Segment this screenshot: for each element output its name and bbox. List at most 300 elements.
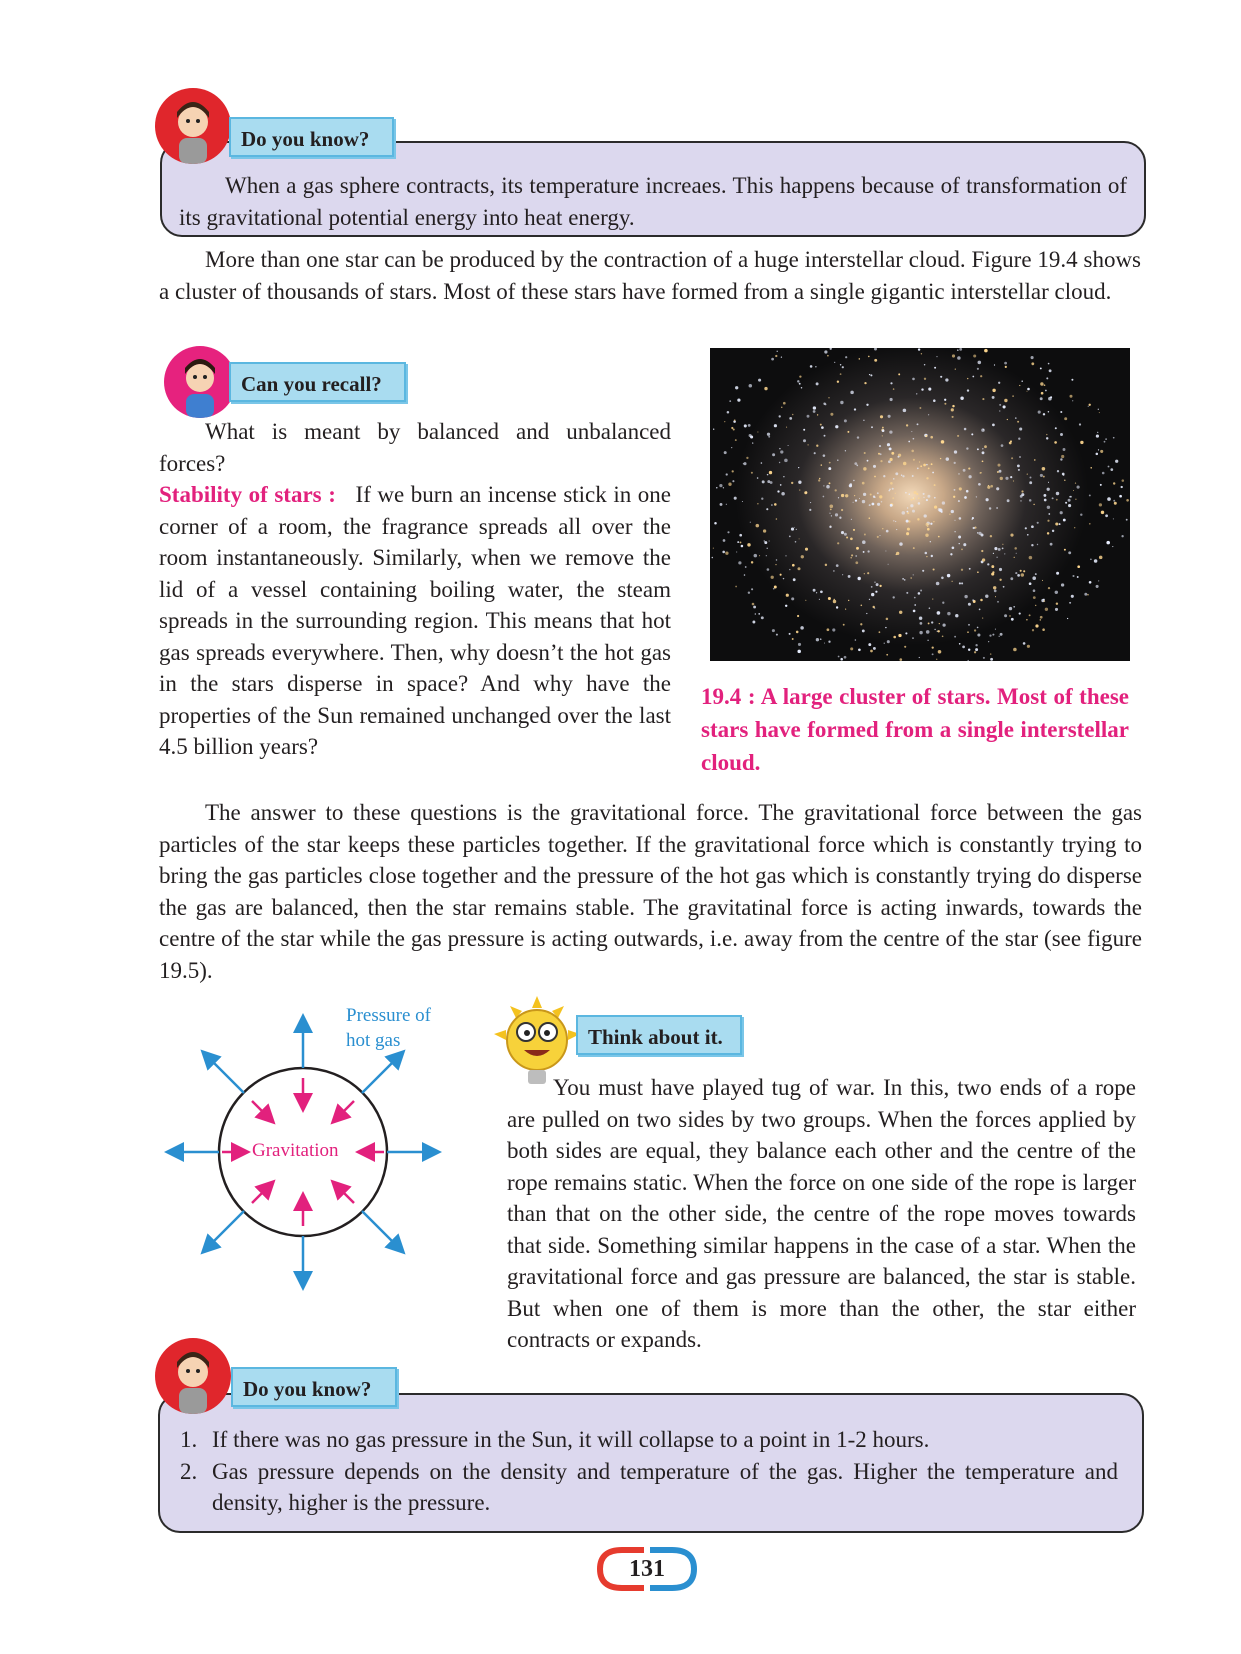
star-dot: [821, 426, 824, 429]
star-dot: [858, 577, 861, 580]
star-dot: [907, 507, 908, 508]
star-dot: [1029, 614, 1031, 616]
star-dot: [793, 578, 796, 581]
star-dot: [977, 532, 978, 533]
star-dot: [716, 487, 717, 488]
star-dot: [896, 529, 897, 530]
star-dot: [882, 427, 884, 429]
star-dot: [932, 646, 934, 648]
star-dot: [918, 502, 921, 505]
star-dot: [1040, 367, 1042, 369]
star-dot: [994, 364, 995, 365]
star-dot: [829, 526, 831, 528]
star-dot: [883, 475, 885, 477]
star-dot: [874, 476, 876, 478]
star-dot: [913, 574, 914, 575]
star-dot: [941, 577, 944, 580]
star-dot: [954, 520, 955, 521]
star-dot: [968, 603, 971, 606]
star-dot: [1032, 629, 1034, 631]
star-dot: [1037, 544, 1038, 545]
star-dot: [902, 475, 904, 477]
star-dot: [934, 629, 935, 630]
star-dot: [712, 557, 714, 559]
star-dot: [1080, 513, 1082, 515]
star-dot: [978, 483, 981, 486]
star-dot: [750, 522, 751, 523]
star-dot: [1007, 499, 1010, 502]
star-dot: [987, 486, 990, 489]
star-dot: [921, 388, 923, 390]
star-dot: [878, 453, 880, 455]
star-dot: [837, 459, 838, 460]
star-dot: [880, 453, 882, 455]
star-dot: [1045, 608, 1048, 611]
star-dot: [833, 570, 834, 571]
star-dot: [968, 475, 971, 478]
star-dot: [1005, 366, 1007, 368]
star-dot: [862, 629, 865, 632]
star-dot: [862, 482, 865, 485]
star-dot: [934, 497, 936, 499]
star-dot: [997, 471, 999, 473]
star-dot: [937, 611, 941, 615]
star-dot: [749, 384, 753, 388]
star-dot: [932, 472, 934, 474]
star-dot: [737, 398, 740, 401]
star-dot: [972, 599, 974, 601]
star-dot: [947, 612, 950, 615]
star-dot: [1019, 613, 1021, 615]
star-dot: [992, 389, 995, 392]
star-dot: [913, 497, 914, 498]
star-dot: [789, 536, 791, 538]
star-dot: [1108, 466, 1110, 468]
star-dot: [857, 436, 859, 438]
star-dot: [777, 351, 778, 352]
star-dot: [840, 658, 843, 661]
star-dot: [791, 482, 793, 484]
star-dot: [1004, 614, 1007, 617]
star-dot: [1113, 500, 1115, 502]
star-dot: [933, 399, 936, 402]
star-dot: [980, 375, 982, 377]
star-dot: [996, 487, 999, 490]
star-dot: [998, 636, 999, 637]
star-dot: [722, 551, 725, 554]
star-dot: [1019, 427, 1022, 430]
star-dot: [1050, 543, 1053, 546]
star-dot: [997, 601, 999, 603]
star-dot: [1000, 477, 1003, 480]
star-dot: [1034, 459, 1035, 460]
star-dot: [1094, 559, 1098, 563]
star-dot: [837, 381, 839, 383]
star-dot: [1019, 385, 1020, 386]
star-dot: [807, 444, 808, 445]
star-dot: [1031, 356, 1034, 359]
star-dot: [799, 490, 800, 491]
star-dot: [1037, 522, 1039, 524]
star-dot: [746, 457, 748, 459]
star-dot: [912, 510, 915, 513]
star-dot: [1025, 527, 1027, 529]
star-dot: [1021, 490, 1023, 492]
star-dot: [972, 376, 974, 378]
star-dot: [1096, 585, 1099, 588]
star-dot: [1013, 648, 1017, 652]
star-dot: [768, 436, 770, 438]
star-dot: [1102, 472, 1105, 475]
star-dot: [1077, 565, 1080, 568]
star-dot: [906, 520, 909, 523]
star-dot: [887, 640, 890, 643]
star-dot: [1088, 406, 1089, 407]
star-dot: [906, 592, 908, 594]
star-dot: [847, 431, 849, 433]
star-dot: [903, 462, 907, 466]
star-dot: [734, 497, 737, 500]
star-dot: [1011, 457, 1013, 459]
star-dot: [849, 484, 852, 487]
star-dot: [919, 461, 920, 462]
star-dot: [891, 452, 894, 455]
star-dot: [874, 359, 877, 362]
star-dot: [1106, 541, 1110, 545]
star-dot: [990, 485, 993, 488]
star-dot: [913, 547, 915, 549]
star-dot: [835, 513, 838, 516]
star-dot: [893, 520, 894, 521]
star-dot: [1029, 556, 1033, 560]
star-dot: [774, 424, 777, 427]
star-dot: [830, 413, 833, 416]
star-dot: [985, 594, 988, 597]
star-dot: [1026, 391, 1027, 392]
star-dot: [936, 356, 937, 357]
star-dot: [844, 533, 847, 536]
girl-avatar-icon: [155, 88, 231, 164]
star-dot: [1060, 433, 1063, 436]
do-you-know-list: [180, 1424, 1118, 1519]
star-dot: [744, 424, 747, 427]
star-dot: [1009, 442, 1012, 445]
star-dot: [1114, 502, 1117, 505]
star-dot: [873, 647, 876, 650]
star-dot: [959, 517, 962, 520]
star-dot: [1047, 532, 1049, 534]
star-dot: [830, 509, 832, 511]
star-dot: [968, 624, 970, 626]
star-dot: [749, 434, 752, 437]
star-dot: [758, 379, 761, 382]
star-dot: [1060, 458, 1062, 460]
star-dot: [890, 458, 893, 461]
star-dot: [951, 510, 954, 513]
star-dot: [942, 501, 945, 504]
star-dot: [926, 630, 930, 634]
star-dot: [1096, 453, 1099, 456]
star-dot: [864, 382, 866, 384]
star-dot: [1032, 576, 1036, 580]
star-dot: [771, 504, 773, 506]
star-dot: [963, 543, 966, 546]
star-dot: [829, 513, 830, 514]
star-dot: [947, 574, 950, 577]
star-dot: [961, 582, 963, 584]
star-dot: [871, 426, 873, 428]
star-dot: [723, 487, 724, 488]
star-dot: [840, 401, 843, 404]
star-dot: [789, 633, 791, 635]
star-dot: [841, 531, 844, 534]
star-dot: [1065, 502, 1067, 504]
star-dot: [783, 578, 784, 579]
star-dot: [774, 586, 777, 589]
star-dot: [1015, 572, 1017, 574]
star-dot: [895, 472, 898, 475]
star-dot: [777, 490, 779, 492]
star-dot: [982, 618, 983, 619]
star-dot: [731, 447, 732, 448]
star-dot: [829, 462, 831, 464]
star-dot: [825, 564, 827, 566]
star-dot: [835, 489, 837, 491]
star-dot: [999, 410, 1000, 411]
star-dot: [853, 529, 855, 531]
star-dot: [838, 497, 839, 498]
star-dot: [1057, 470, 1059, 472]
star-dot: [834, 599, 835, 600]
star-dot: [974, 629, 976, 631]
star-dot: [766, 508, 768, 510]
star-dot: [803, 429, 805, 431]
star-dot: [998, 548, 1001, 551]
star-dot: [981, 550, 983, 552]
girl-avatar-icon: [155, 1338, 231, 1414]
star-dot: [1048, 397, 1052, 401]
star-dot: [844, 419, 847, 422]
star-dot: [786, 594, 789, 597]
star-dot: [767, 548, 768, 549]
star-dot: [1126, 499, 1129, 502]
star-dot: [1098, 409, 1099, 410]
star-dot: [890, 504, 893, 507]
star-dot: [729, 400, 731, 402]
star-dot: [764, 541, 767, 544]
star-dot: [1031, 544, 1033, 546]
star-dot: [816, 638, 819, 641]
star-dot: [828, 597, 831, 600]
star-dot: [1060, 511, 1063, 514]
star-dot: [779, 448, 781, 450]
star-dot: [863, 493, 866, 496]
star-dot: [1064, 417, 1067, 420]
star-dot: [899, 542, 902, 545]
star-dot: [1043, 476, 1045, 478]
star-dot: [1077, 486, 1080, 489]
star-dot: [763, 529, 766, 532]
star-dot: [863, 467, 866, 470]
star-dot: [952, 546, 955, 549]
star-dot: [810, 365, 813, 368]
star-dot: [882, 429, 885, 432]
star-dot: [919, 657, 920, 658]
star-dot: [781, 407, 782, 408]
star-dot: [1035, 624, 1038, 627]
star-dot: [879, 535, 880, 536]
star-dot: [952, 354, 955, 357]
star-dot: [899, 611, 902, 614]
star-dot: [1055, 522, 1058, 525]
star-dot: [785, 555, 786, 556]
star-dot: [1054, 441, 1057, 444]
star-dot: [792, 564, 795, 567]
star-dot: [780, 484, 782, 486]
star-dot: [987, 563, 989, 565]
star-dot: [728, 483, 731, 486]
star-dot: [869, 599, 870, 600]
star-dot: [797, 615, 799, 617]
star-dot: [893, 388, 895, 390]
do-you-know-label-1: Do you know?: [229, 117, 394, 157]
star-dot: [1040, 397, 1043, 400]
star-dot: [911, 431, 912, 432]
star-dot: [869, 374, 870, 375]
star-dot: [879, 585, 881, 587]
star-dot: [920, 622, 923, 625]
star-dot: [1041, 392, 1044, 395]
star-dot: [1073, 490, 1074, 491]
star-dot: [1042, 580, 1043, 581]
star-dot: [955, 368, 956, 369]
star-dot: [993, 586, 996, 589]
star-dot: [784, 459, 788, 463]
star-dot: [753, 606, 756, 609]
star-dot: [823, 496, 825, 498]
star-dot: [771, 358, 774, 361]
star-dot: [854, 462, 857, 465]
star-dot: [1061, 455, 1064, 458]
star-dot: [779, 462, 780, 463]
star-dot: [919, 631, 922, 634]
star-dot: [873, 606, 875, 608]
star-dot: [1016, 553, 1017, 554]
star-dot: [1009, 607, 1012, 610]
star-dot: [1042, 467, 1046, 471]
star-dot: [779, 415, 781, 417]
star-dot: [899, 658, 902, 661]
star-dot: [1079, 423, 1081, 425]
star-dot: [1023, 570, 1025, 572]
star-dot: [745, 566, 747, 568]
star-dot: [977, 627, 979, 629]
star-dot: [862, 500, 865, 503]
star-dot: [988, 641, 989, 642]
star-dot: [798, 481, 801, 484]
star-dot: [892, 488, 894, 490]
star-dot: [923, 497, 924, 498]
star-dot: [874, 348, 877, 350]
star-dot: [940, 376, 942, 378]
star-dot: [914, 597, 916, 599]
star-dot: [766, 555, 767, 556]
star-dot: [958, 473, 960, 475]
girl-thinking-avatar-icon: [164, 346, 236, 418]
stability-paragraph: Stability of stars : If we burn an incense stick in one corner of a room, the fragrance spreads all over the room instantaneously. Similarly, when we remove the lid of a vessel containing boiling water, the steam spreads in the surrounding region. This means that hot gas spreads everywhere. Then, why doesn’t the hot gas in the stars disperse in space? And why have the properties of the Sun remained unchanged over the last 4.5 billion years?: [159, 482, 671, 759]
star-dot: [930, 523, 932, 525]
star-dot: [867, 572, 869, 574]
star-dot: [989, 634, 991, 636]
star-dot: [780, 450, 783, 453]
star-dot: [799, 383, 801, 385]
star-dot: [1063, 474, 1065, 476]
star-dot: [796, 529, 797, 530]
star-dot: [1068, 551, 1071, 554]
star-dot: [783, 402, 786, 405]
star-dot: [904, 646, 906, 648]
star-dot: [785, 605, 787, 607]
star-dot: [855, 555, 857, 557]
star-dot: [957, 356, 961, 360]
star-dot: [921, 353, 922, 354]
star-dot: [1026, 619, 1028, 621]
paragraph-answer: The answer to these questions is the gravitational force. The gravitational force between the gas particles of the star keeps these particles together. If the gravitational force which is constantly trying to bring the gas particles close together and the pressure of the hot gas which is constantly trying do disperse the gas are balanced, then the star remains stable. The gravitatinal force is acting inwards, towards the centre of the star while the gas pressure is acting outwards, i.e. away from the centre of the star (see figure 19.5).: [159, 800, 1142, 983]
star-dot: [821, 464, 822, 465]
star-dot: [856, 465, 858, 467]
star-dot: [955, 614, 958, 617]
star-dot: [917, 468, 919, 470]
star-dot: [995, 596, 996, 597]
star-dot: [1038, 411, 1041, 414]
star-dot: [1056, 572, 1059, 575]
star-dot: [911, 499, 912, 500]
star-dot: [1035, 573, 1037, 575]
star-dot: [820, 424, 822, 426]
star-dot: [797, 650, 801, 654]
star-dot: [911, 450, 914, 453]
star-dot: [1046, 437, 1048, 439]
star-dot: [1098, 580, 1099, 581]
star-dot: [742, 501, 743, 502]
star-dot: [1105, 514, 1108, 517]
star-dot: [918, 348, 920, 350]
star-dot: [976, 496, 977, 497]
star-dot: [873, 496, 875, 498]
star-dot: [958, 536, 961, 539]
star-dot: [1044, 384, 1046, 386]
star-dot: [870, 494, 872, 496]
star-dot: [843, 624, 845, 626]
star-dot: [980, 472, 982, 474]
star-dot: [727, 411, 730, 414]
star-dot: [999, 470, 1002, 473]
star-dot: [764, 540, 765, 541]
star-dot: [959, 348, 962, 351]
star-dot: [874, 581, 875, 582]
star-dot: [959, 643, 961, 645]
star-dot: [854, 495, 855, 496]
star-dot: [946, 457, 949, 460]
star-dot: [924, 378, 926, 380]
star-dot: [830, 348, 832, 350]
star-dot: [805, 600, 806, 601]
star-dot: [817, 414, 818, 415]
star-dot: [886, 530, 889, 533]
star-dot: [867, 460, 869, 462]
star-dot: [752, 442, 753, 443]
star-dot: [1040, 619, 1042, 621]
